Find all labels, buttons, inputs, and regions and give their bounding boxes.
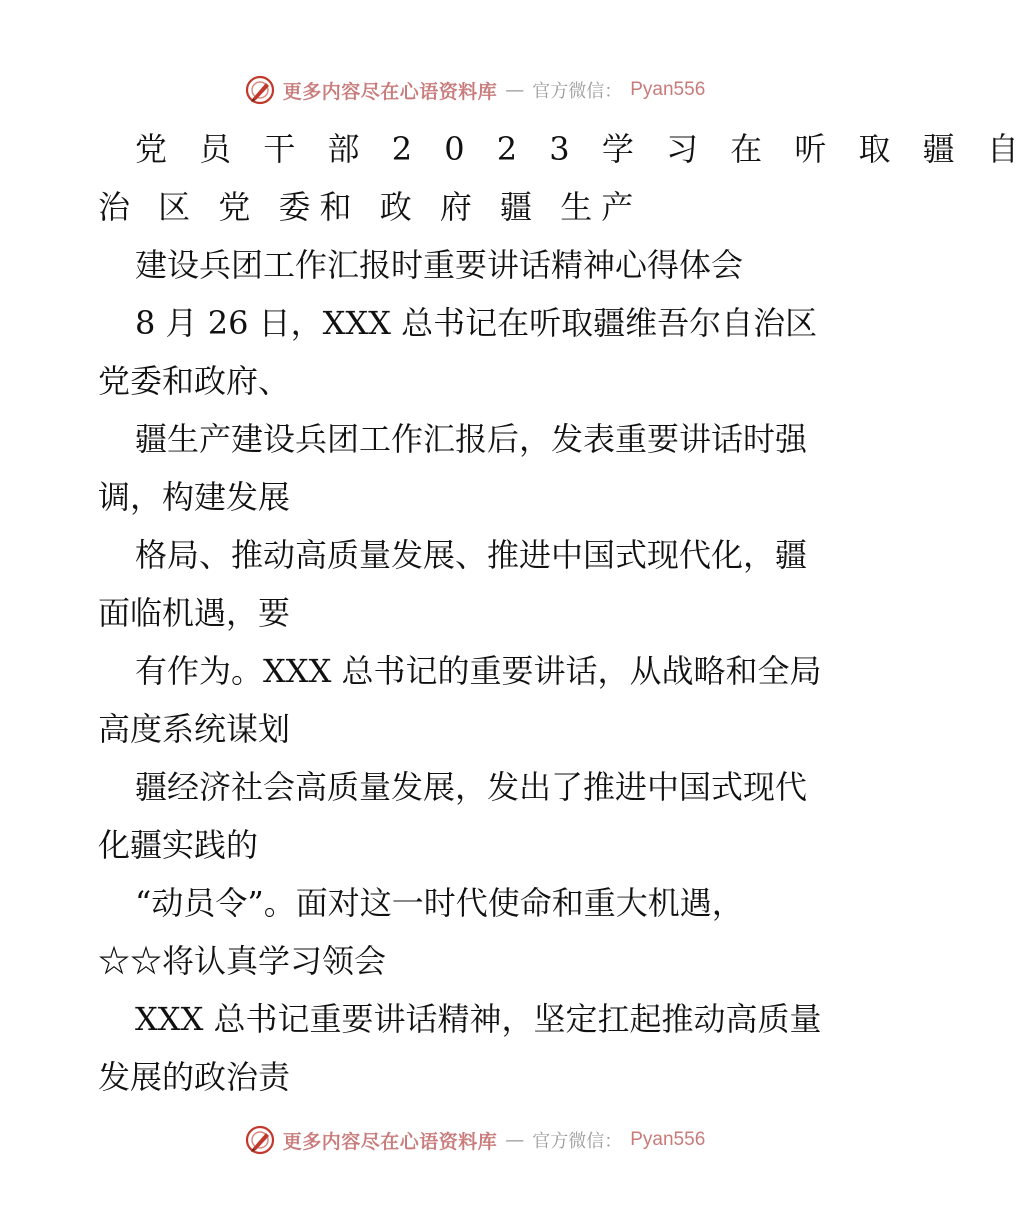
watermark-separator: — [505,79,525,101]
body-line-14: “动员令”。面对这一时代使命和重大机遇， [135,884,744,922]
watermark-title: 更多内容尽在心语资料库 [282,80,498,103]
watermark-wechat-label: 官方微信： [532,1131,623,1152]
watermark-separator: — [505,1129,525,1151]
watermark-wechat-label: 官方微信： [532,81,623,102]
footer-watermark [0,1120,950,1160]
body-line-4: 8 月 26 日，XXX 总书记在听取疆维吾尔自治区 [135,304,818,342]
body-line-8: 格局、推动高质量发展、推进中国式现代化，疆 [135,536,808,574]
body-line-6: 疆生产建设兵团工作汇报后，发表重要讲话时强 [135,420,808,458]
body-line-16: XXX 总书记重要讲话精神，坚定扛起推动高质量 [135,1000,822,1038]
body-line-5: 党委和政府、 [98,362,291,400]
watermark-title: 更多内容尽在心语资料库 [282,1130,498,1153]
body-line-7: 调，构建发展 [98,478,291,516]
body-line-3: 建设兵团工作汇报时重要讲话精神心得体会 [135,246,744,284]
body-line-12: 疆经济社会高质量发展，发出了推进中国式现代 [135,768,808,806]
body-line-17: 发展的政治责 [98,1058,291,1096]
header-watermark [0,70,950,110]
watermark-wechat-id: Pyan556 [630,1129,706,1150]
body-line-13: 化疆实践的 [98,826,259,864]
body-line-15: ☆☆将认真学习领会 [98,942,387,980]
body-line-2: 治 区 党 委和 政 府 疆 生产 [98,188,643,226]
watermark-wechat-id: Pyan556 [630,79,706,100]
pen-logo-icon [245,75,275,105]
body-line-9: 面临机遇，要 [98,594,291,632]
body-line-10: 有作为。XXX 总书记的重要讲话，从战略和全局 [135,652,822,690]
pen-logo-icon [245,1125,275,1155]
body-line-1: 党 员 干 部 2 0 2 3 学 习 在 听 取 疆 自 [135,130,1030,168]
body-line-11: 高度系统谋划 [98,710,291,748]
